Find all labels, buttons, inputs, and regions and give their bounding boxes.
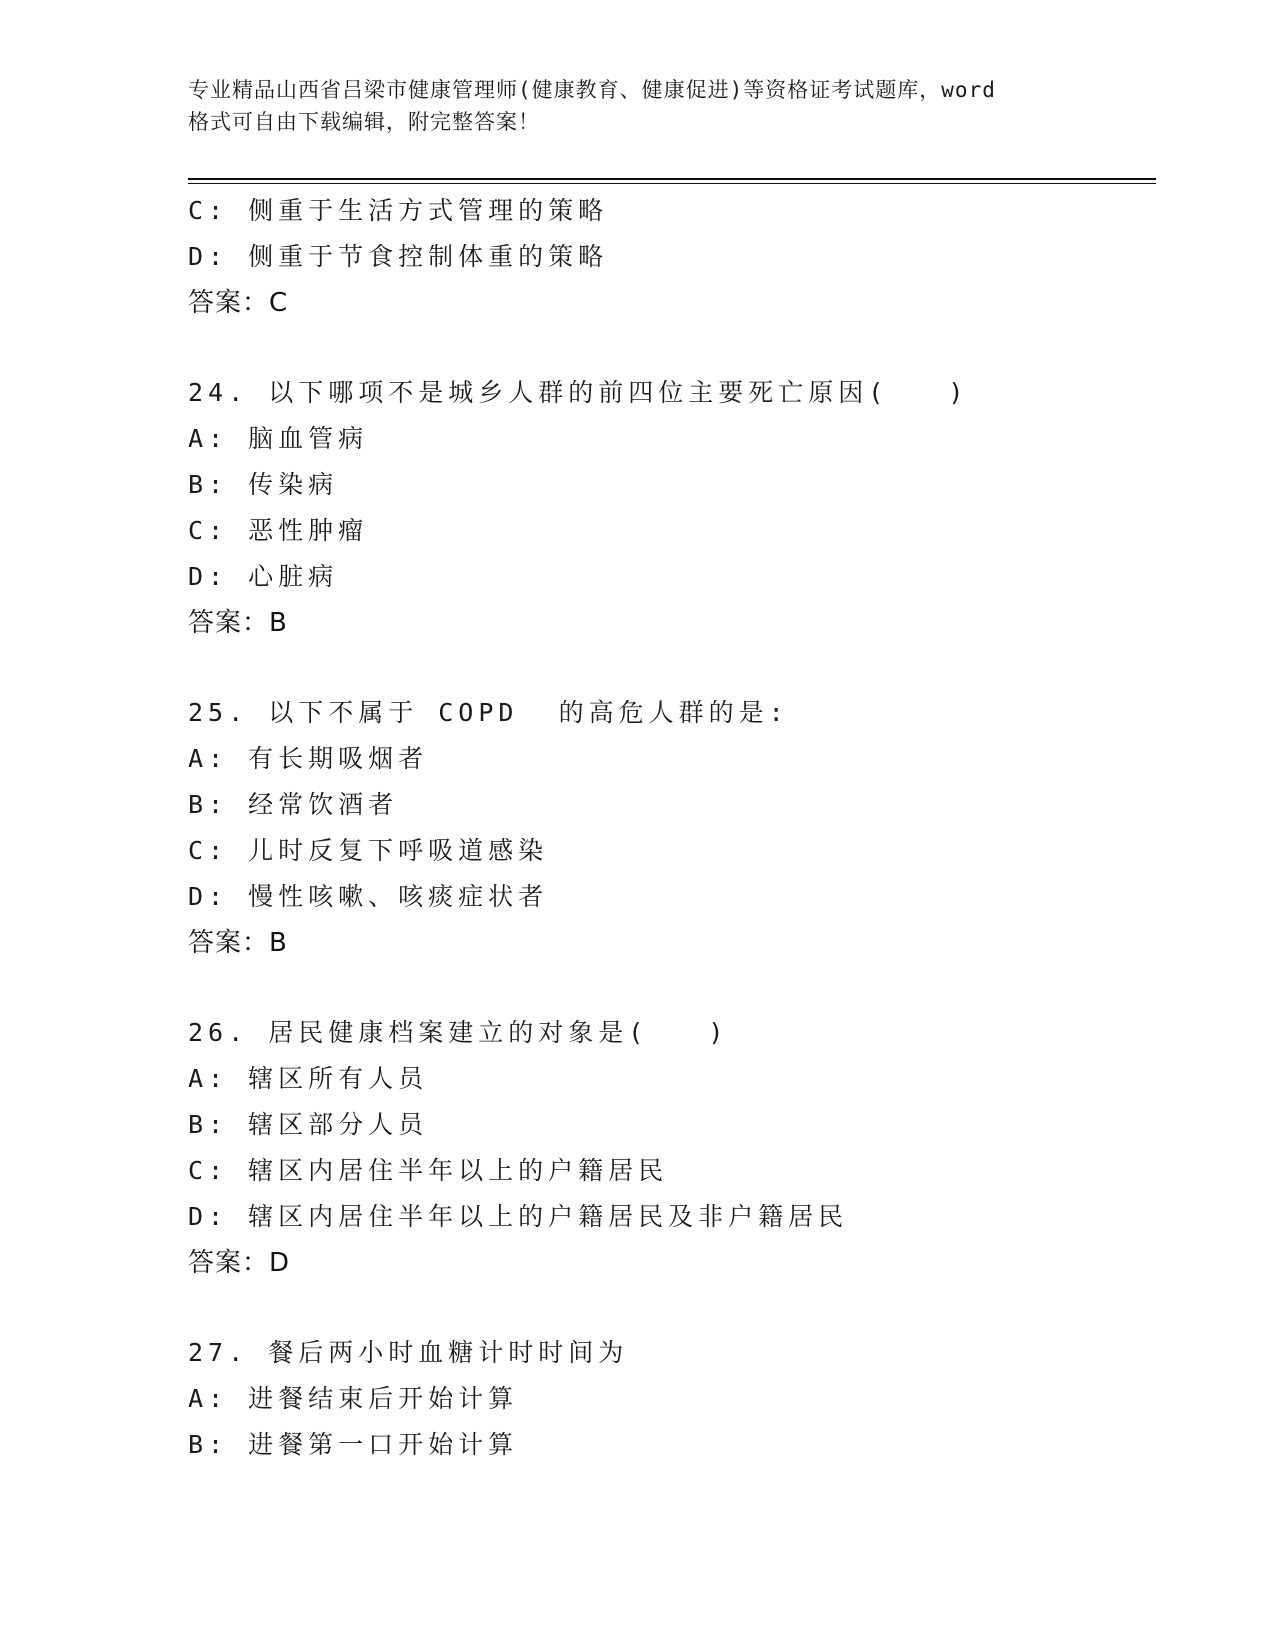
option-b: B: 传染病 xyxy=(188,470,339,499)
header-divider-thin xyxy=(188,183,1156,184)
option-d: D: 慢性咳嗽、咳痰症状者 xyxy=(188,882,549,911)
option-d: D: 辖区内居住半年以上的户籍居民及非户籍居民 xyxy=(188,1202,849,1231)
answer-line: 答案：B xyxy=(188,928,288,958)
option-c: C: 儿时反复下呼吸道感染 xyxy=(188,836,549,865)
option-a: A: 进餐结束后开始计算 xyxy=(188,1384,519,1413)
answer-line: 答案：D xyxy=(188,1248,291,1278)
question-23-continued xyxy=(188,188,1156,326)
option-b: B: 经常饮酒者 xyxy=(188,790,399,819)
header-divider-thick xyxy=(188,178,1156,180)
answer-line: 答案：C xyxy=(188,288,289,318)
question-list xyxy=(188,188,1156,1468)
option-a: A: 脑血管病 xyxy=(188,424,369,453)
question-stem: 24. 以下哪项不是城乡人群的前四位主要死亡原因( ) xyxy=(188,378,969,407)
option-a: A: 辖区所有人员 xyxy=(188,1064,429,1093)
question-27 xyxy=(188,1330,1156,1468)
option-c: C: 辖区内居住半年以上的户籍居民 xyxy=(188,1156,669,1185)
document-header xyxy=(188,74,1088,138)
question-24 xyxy=(188,370,1156,646)
spacer xyxy=(188,966,1156,1010)
question-stem: 27. 餐后两小时血糖计时时间为 xyxy=(188,1338,629,1367)
spacer xyxy=(188,646,1156,690)
answer-line: 答案：B xyxy=(188,608,288,638)
question-stem: 25. 以下不属于 COPD 的高危人群的是: xyxy=(188,698,789,727)
question-stem: 26. 居民健康档案建立的对象是( ) xyxy=(188,1018,729,1047)
option-d: D: 心脏病 xyxy=(188,562,339,591)
option-c: C: 侧重于生活方式管理的策略 xyxy=(188,196,609,225)
header-line-2: 格式可自由下载编辑，附完整答案！ xyxy=(188,110,540,134)
question-25 xyxy=(188,690,1156,966)
header-line-1: 专业精品山西省吕梁市健康管理师(健康教育、健康促进)等资格证考试题库，word xyxy=(188,78,996,102)
option-a: A: 有长期吸烟者 xyxy=(188,744,429,773)
option-b: B: 辖区部分人员 xyxy=(188,1110,429,1139)
option-d: D: 侧重于节食控制体重的策略 xyxy=(188,242,609,271)
spacer xyxy=(188,326,1156,370)
question-26 xyxy=(188,1010,1156,1286)
option-c: C: 恶性肿瘤 xyxy=(188,516,369,545)
option-b: B: 进餐第一口开始计算 xyxy=(188,1430,519,1459)
spacer xyxy=(188,1286,1156,1330)
